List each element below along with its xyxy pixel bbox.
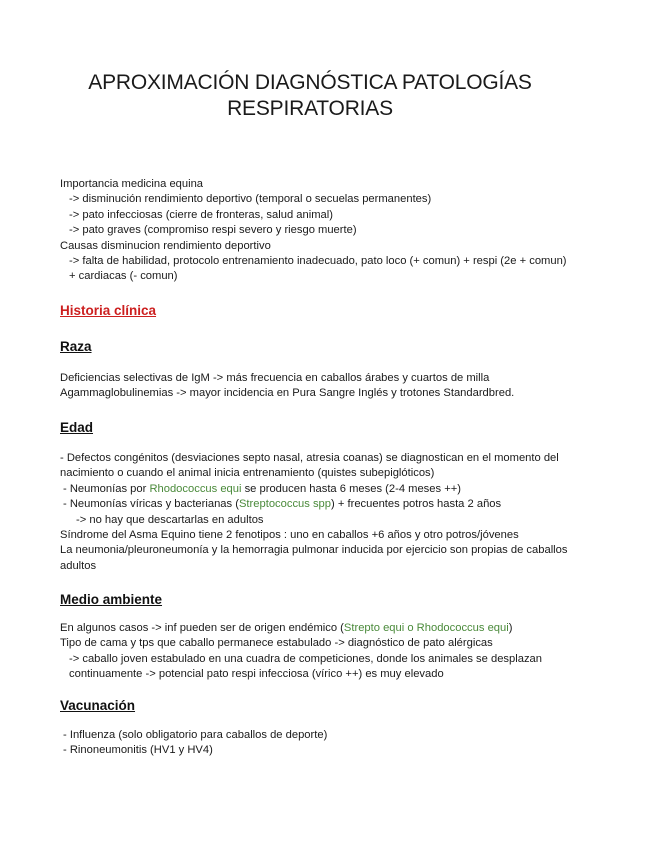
raza-line: Agammaglobulinemias -> mayor incidencia en Pura Sangre Inglés y trotones Standardbred. (60, 387, 515, 400)
title-line-2: RESPIRATORIAS (227, 97, 393, 120)
strepto-rhodococcus-term: Strepto equi o Rhodococcus equi (343, 622, 509, 634)
historia-clinica-heading: Historia clínica (60, 303, 157, 318)
medio-ambiente-heading: Medio ambiente (60, 592, 163, 607)
edad-section (60, 451, 595, 574)
intro-section (60, 177, 580, 285)
intro-line: -> pato graves (compromiso respi severo y riesgo muerte) (69, 224, 357, 237)
medio-text: ) (508, 622, 513, 634)
streptococcus-term: Streptococcus spp (238, 498, 332, 511)
edad-text: ) + frecuentes potros hasta 2 años (331, 498, 502, 511)
raza-section (60, 371, 580, 402)
intro-line: -> disminución rendimiento deportivo (temporal o secuelas permanentes) (69, 193, 432, 206)
medio-section (60, 621, 580, 683)
vacunacion-section (60, 728, 580, 759)
edad-line (60, 482, 595, 497)
medio-line: Tipo de cama y tps que caballo permanece estabulado -> diagnóstico de pato alérgicas (60, 637, 493, 650)
edad-text: se producen hasta 6 meses (2-4 meses ++) (241, 482, 461, 495)
intro-line: -> falta de habilidad, protocolo entrenamiento inadecuado, pato loco (+ comun) + respi (2e + comun) + cardiacas (- comun) (69, 255, 567, 283)
edad-line: -> no hay que descartarlas en adultos (76, 513, 264, 526)
edad-line (60, 497, 595, 512)
edad-line: Síndrome del Asma Equino tiene 2 fenotipos : uno en caballos +6 años y otro potros/jóvenes (60, 529, 519, 542)
raza-heading: Raza (60, 339, 92, 354)
intro-line: Importancia medicina equina (60, 178, 204, 190)
title-line-1: APROXIMACIÓN DIAGNÓSTICA PATOLOGÍAS (88, 71, 532, 94)
edad-line: La neumonia/pleuroneumonía y la hemorragia pulmonar inducida por ejercicio son propias de caballos adultos (60, 544, 568, 572)
medio-line (60, 621, 580, 636)
medio-text: En algunos casos -> inf pueden ser de origen endémico ( (60, 622, 344, 634)
edad-line: - Defectos congénitos (desviaciones septo nasal, atresia coanas) se diagnostican en el momento del nacimiento o cuando el animal inicia entrenamiento (quistes subepiglóticos) (60, 452, 559, 480)
vacunacion-heading: Vacunación (60, 698, 136, 713)
vacunacion-line: - Influenza (solo obligatorio para caballos de deporte) (63, 729, 328, 741)
page-title (60, 70, 560, 122)
raza-line: Deficiencias selectivas de IgM -> más frecuencia en caballos árabes y cuartos de milla (60, 372, 490, 384)
edad-heading: Edad (60, 420, 94, 435)
vacunacion-line: - Rinoneumonitis (HV1 y HV4) (63, 744, 213, 757)
rhodococcus-term: Rhodococcus equi (149, 482, 242, 495)
intro-line: Causas disminucion rendimiento deportivo (60, 239, 271, 252)
medio-line: -> caballo joven estabulado en una cuadra de competiciones, donde los animales se desplazan continuamente -> potencial pato respi infecciosa (vírico ++) es muy elevado (69, 652, 542, 681)
intro-line: -> pato infecciosas (cierre de fronteras, salud animal) (69, 208, 333, 221)
edad-text: - Neumonías por (63, 482, 150, 495)
edad-text: - Neumonías víricas y bacterianas ( (63, 498, 239, 511)
